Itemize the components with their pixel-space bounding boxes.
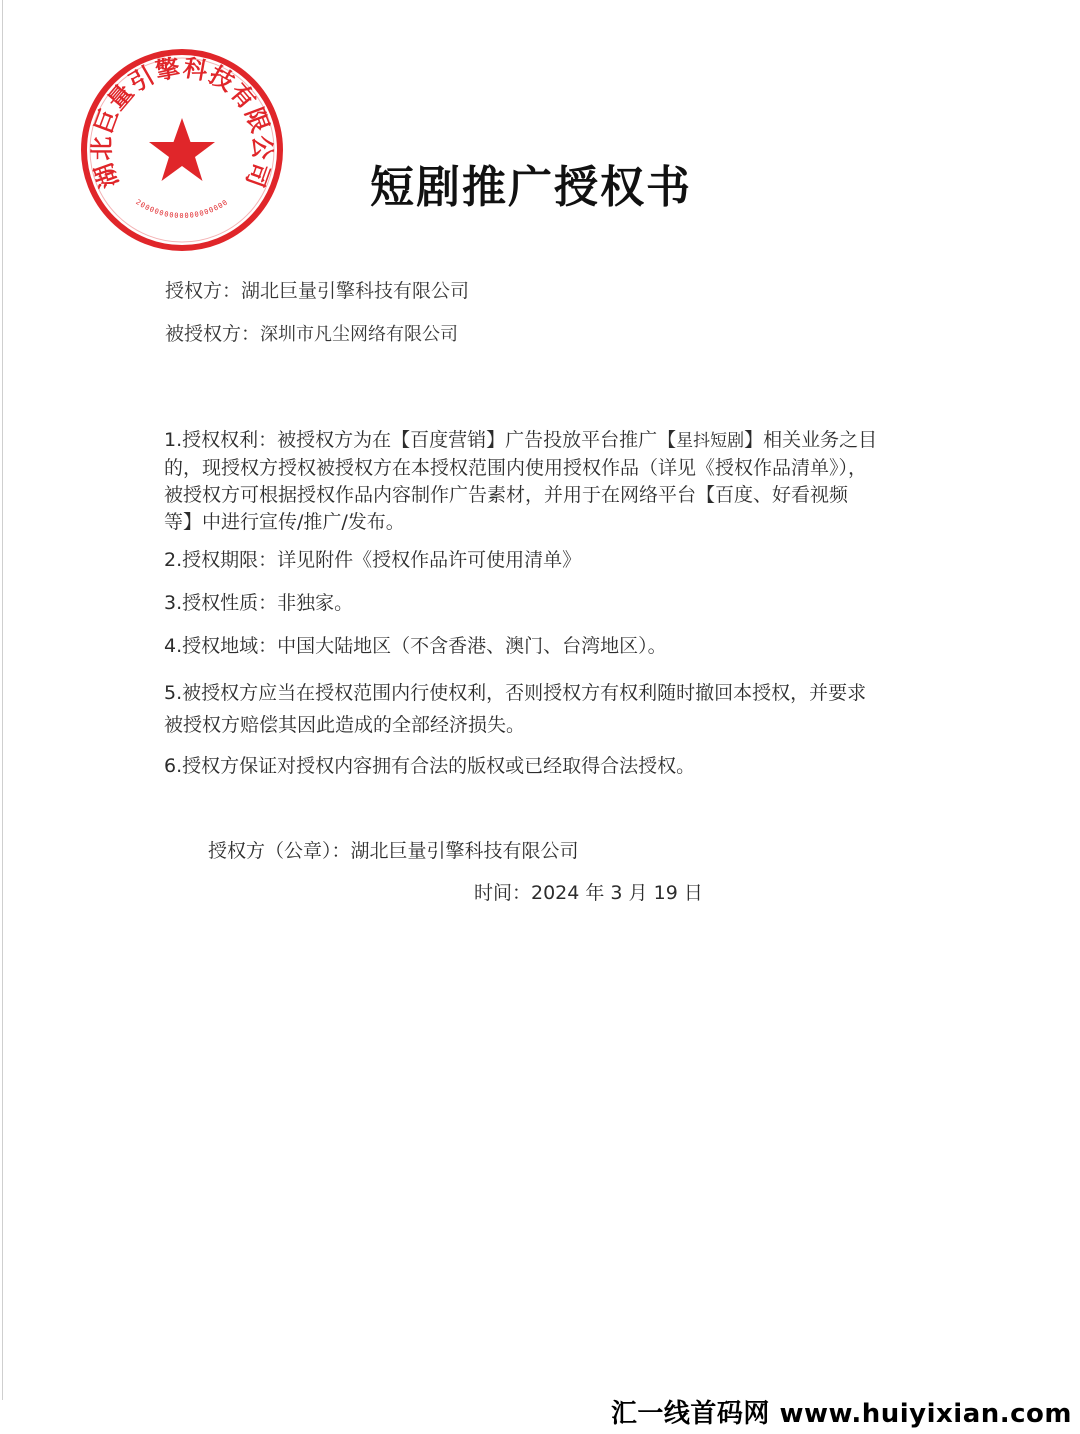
clause-1-text-a: 1.授权权利：被授权方为在【百度营销】广告投放平台推广【 — [164, 429, 677, 451]
licensee-label: 被授权方： — [165, 323, 261, 345]
clause-5 — [164, 677, 924, 741]
document-title: 短剧推广授权书 — [370, 162, 692, 213]
licensor-name: 湖北巨量引擎科技有限公司 — [241, 280, 470, 302]
clause-1-line-1 — [164, 427, 924, 455]
licensee-name: 深圳市凡尘网络有限公司 — [260, 324, 459, 345]
page-edge-line — [2, 0, 3, 1400]
seal-star-icon — [149, 118, 215, 181]
clause-1-product-name: 星抖短剧 — [676, 431, 745, 451]
licensee-line — [165, 321, 458, 348]
clause-2: 2.授权期限：详见附件《授权作品许可使用清单》 — [164, 549, 582, 571]
clause-6: 6.授权方保证对授权内容拥有合法的版权或已经取得合法授权。 — [164, 755, 696, 777]
clause-3: 3.授权性质：非独家。 — [164, 592, 354, 614]
clause-1-line-2: 的，现授权方授权被授权方在本授权范围内使用授权作品（详见《授权作品清单》）， — [164, 457, 868, 479]
licensor-label: 授权方： — [165, 280, 242, 302]
company-seal-stamp — [78, 46, 286, 254]
svg-text:湖北巨量引擎科技有限公司: 湖北巨量引擎科技有限公司 — [87, 53, 277, 192]
signature-line: 授权方（公章）：湖北巨量引擎科技有限公司 — [208, 840, 579, 862]
clause-1-line-3: 被授权方可根据授权作品内容制作广告素材，并用于在网络平台【百度、好看视频 — [164, 484, 849, 506]
clause-4: 4.授权地域：中国大陆地区（不含香港、澳门、台湾地区）。 — [164, 635, 667, 657]
clause-1 — [164, 427, 924, 536]
svg-text:2000000000000000000: 2000000000000000000 — [134, 198, 230, 221]
date-line: 时间：2024 年 3 月 19 日 — [474, 882, 703, 904]
clause-5-line-1: 5.被授权方应当在授权范围内行使权利，否则授权方有权利随时撤回本授权，并要求 — [164, 682, 867, 704]
clause-5-line-2: 被授权方赔偿其因此造成的全部经济损失。 — [164, 714, 526, 736]
clause-1-line-4: 等】中进行宣传/推广/发布。 — [164, 511, 405, 533]
licensor-line — [165, 278, 469, 304]
site-watermark: 汇一线首码网 www.huiyixian.com — [610, 1399, 1072, 1429]
clause-1-text-b: 】相关业务之目 — [744, 429, 878, 451]
